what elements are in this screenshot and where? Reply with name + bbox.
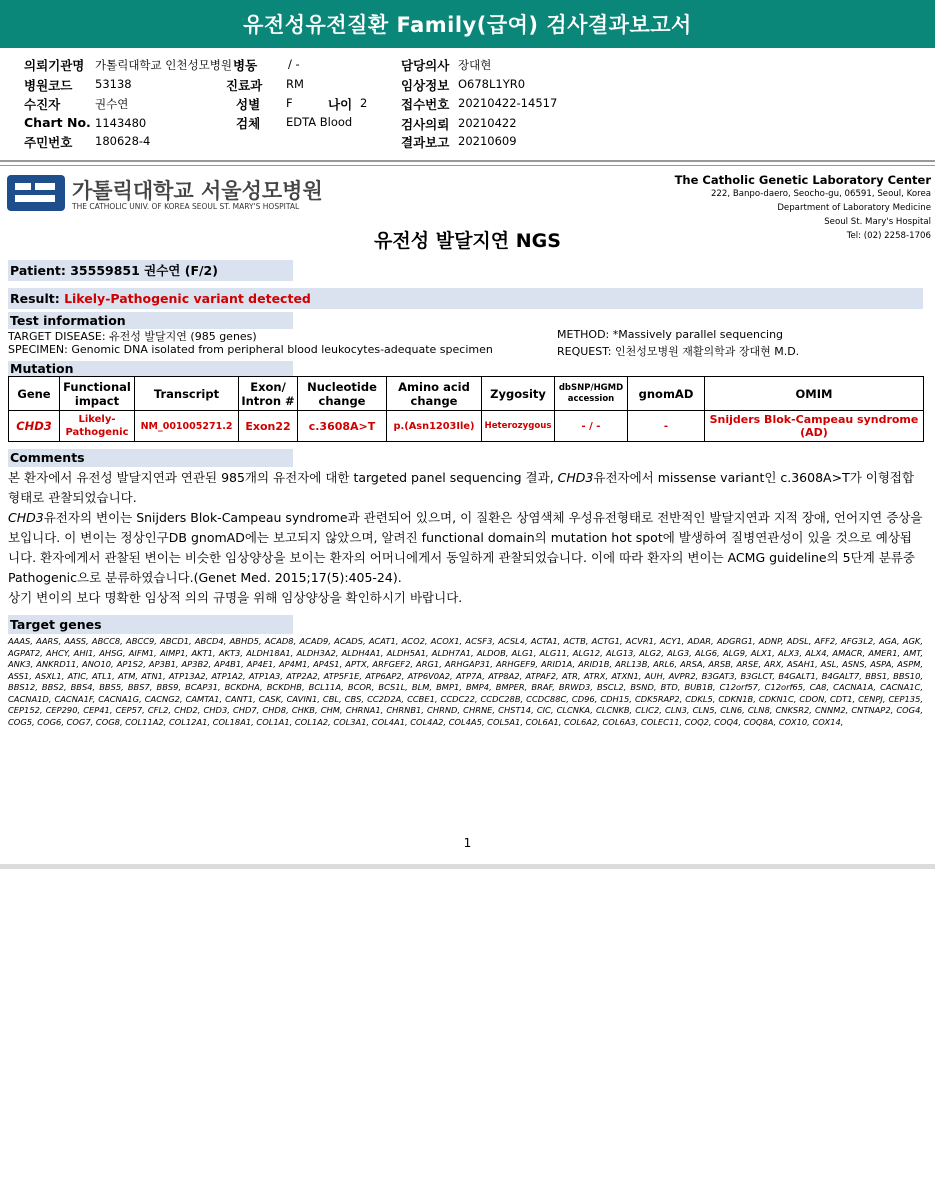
col-header: Exon/ Intron # bbox=[239, 377, 298, 411]
cell-nucleotide: c.3608A>T bbox=[298, 411, 387, 442]
comment-paragraph bbox=[8, 508, 923, 588]
patient-band: Patient: 35559851 권수연 (F/2) bbox=[8, 260, 293, 281]
lab-name: The Catholic Genetic Laboratory Center bbox=[674, 173, 931, 187]
lab-dept: Department of Laboratory Medicine bbox=[777, 203, 931, 213]
comments-heading: Comments bbox=[8, 449, 293, 467]
header-field-value: 53138 bbox=[95, 77, 132, 91]
header-field-label: 수진자 bbox=[24, 97, 61, 112]
mutation-table bbox=[8, 376, 924, 442]
comment-paragraph: 상기 변이의 보다 명확한 임상적 의의 규명을 위해 임상양상을 확인하시기 바랍니다. bbox=[8, 590, 463, 605]
header-field-label: 병동 bbox=[233, 58, 258, 73]
header-field-value: 20210422-14517 bbox=[458, 96, 558, 110]
lab-tel: Tel: (02) 2258-1706 bbox=[846, 231, 931, 241]
comment-gene: CHD3 bbox=[557, 470, 594, 485]
comments-body bbox=[8, 468, 923, 608]
header-field-label: 병원코드 bbox=[24, 78, 73, 93]
lab-address: 222, Banpo-daero, Seocho-gu, 06591, Seoul, Korea bbox=[710, 189, 931, 199]
header-field-value: 20210609 bbox=[458, 134, 517, 148]
table-row bbox=[9, 411, 924, 442]
header-field-value: 장대현 bbox=[458, 58, 492, 72]
request: REQUEST: 인천성모병원 재활의학과 장대현 M.D. bbox=[557, 345, 800, 358]
result-band bbox=[8, 288, 923, 309]
cell-dbsnp: - / - bbox=[555, 411, 628, 442]
cell-amino-acid: p.(Asn1203Ile) bbox=[387, 411, 482, 442]
header-field-value: 권수연 bbox=[95, 97, 129, 111]
col-header: Nucleotide change bbox=[298, 377, 387, 411]
header-field-value: RM bbox=[286, 77, 304, 91]
hospital-subtitle: THE CATHOLIC UNIV. OF KOREA SEOUL ST. MARY'S HOSPITAL bbox=[72, 202, 300, 211]
col-header: Functional impact bbox=[60, 377, 135, 411]
header-field-label: 접수번호 bbox=[401, 97, 450, 112]
header-field-value: 가톨릭대학교 인천성모병원 bbox=[95, 58, 232, 72]
table-header-row bbox=[9, 377, 924, 411]
target-genes-list: AAAS, AARS, AASS, ABCC8, ABCC9, ABCD1, ABCD4, ABHD5, ACAD8, ACAD9, ACADS, ACAT1, ACO2, ACOX1, ACSF3, ACSL4, ACTA1, ACTB, ACTG1, ACVR1, ACY1, ADAR, ADGRG1, ADNP, ADSL, AFF2, AFG3L2, AGA, AGK, AGPAT2, AHCY, AHI1, AHSG, AIFM1, AIMP1, AKT1, AKT3, ALDH18A1, ALDH3A2, ALDH4A1, ALDH5A1, ALDH7A1, ALDOB, ALG1, ALG11, ALG12, ALG13, ALG2, ALG3, ALG6, ALG9, ALX1, ALX3, ALX4, AMACR, AMER1, AMT, ANK3, ANKRD11, ANO10, AP1S2, AP3B1, AP3B2, AP4B1, AP4E1, AP4M1, AP4S1, APTX, ARFGEF2, ARG1, ARHGAP31, ARHGEF9, ARID1A, ARID1B, ARL13B, ARL6, ARSA, ARSB, ARSE, ARX, ASAH1, ASL, ASNS, ASPA, ASPM, ASS1, ASXL1, ATIC, ATL1, ATM, ATN1, ATP13A2, ATP1A2, ATP1A3, ATP2A2, ATP5F1E, ATP6AP2, ATP6V0A2, ATP7A, ATP8A2, ATPAF2, ATR, ATRX, ATXN1, AUH, AVPR2, B3GAT3, B3GLCT, B4GALT1, B4GALT7, BBS1, BBS10, BBS12, BBS2, BBS4, BBS5, BBS7, BBS9, BCAP31, BCKDHA, BCKDHB, BCL11A, BCOR, BCS1L, BLM, BMP1, BMP4, BMPER, BRAF, BRWD3, BSCL2, BSND, BTD, BUB1B, C12orf57, C12orf65, CA8, CACNA1A, CACNA1C, CACNA1D, CACNA1F, CACNA1G, CACNG2, CAMTA1, CANT1, CASK, CAVIN1, CBL, CBS, CC2D2A, CCBE1, CCDC22, CCDC28B, CCDC88C, CD96, CDH15, CDK5RAP2, CDKL5, CDKN1B, CDKN1C, CDON, CDT1, CENPJ, CEP135, CEP152, CEP290, CEP41, CEP57, CFL2, CHD2, CHD3, CHD7, CHD8, CHKB, CHM, CHRNA1, CHRNB1, CHRND, CHRNE, CHST14, CIC, CLCNKA, CLCNKB, CLIC2, CLN3, CLN5, CLN6, CLN8, CNKSR2, CNNM2, CNTNAP2, COG4, COG5, COG6, COG7, COG8, COL11A2, COL12A1, COL18A1, COL1A1, COL1A2, COL3A1, COL4A1, COL4A2, COL4A5, COL5A1, COL6A1, COL6A2, COL6A3, COLEC11, COQ2, COQ4, COQ8A, COX10, COX14, bbox=[8, 636, 923, 727]
test-info-heading: Test information bbox=[8, 312, 293, 329]
result-value: Likely-Pathogenic variant detected bbox=[64, 291, 311, 306]
result-label: Result: bbox=[10, 291, 65, 306]
col-header: OMIM bbox=[705, 377, 924, 411]
header-field-value: 180628-4 bbox=[95, 134, 151, 148]
page-footer-bar bbox=[0, 864, 935, 869]
header-field-value: EDTA Blood bbox=[286, 115, 353, 129]
comment-text: 본 환자에서 유전성 발달지연과 연관된 985개의 유전자에 대한 targeted panel sequencing 결과, bbox=[8, 470, 558, 485]
header-field-label: 검체 bbox=[236, 116, 261, 131]
header-field-value: F bbox=[286, 96, 293, 110]
cell-gnomad: - bbox=[628, 411, 705, 442]
col-header: Gene bbox=[9, 377, 60, 411]
header-field-value: 20210422 bbox=[458, 116, 517, 130]
header-field-label: 진료과 bbox=[226, 78, 263, 93]
header-field-label: 검사의뢰 bbox=[401, 117, 450, 132]
header-field-label: 임상정보 bbox=[401, 78, 450, 93]
header-field-value: 1143480 bbox=[95, 116, 147, 130]
hospital-name: 가톨릭대학교 서울성모병원 bbox=[72, 179, 323, 203]
target-disease: TARGET DISEASE: 유전성 발달지연 (985 genes) bbox=[8, 330, 257, 343]
comment-text: 유전자의 변이는 Snijders Blok-Campeau syndrome과 관련되어 있으며, 이 질환은 상염색체 우성유전형태로 전반적인 발달지연과 지적 장애, 언어지연 증상을 보입니다. 이 변이는 정상인구DB gnomAD에는 보고되지 않았으며, 알려진 functional domain의 mutation hot spot에 발생하여 질병연관성이 있을 것으로 예상됩니다. 환자에게서 관찰된 변이는 비슷한 임상양상을 보이는 환자의 어머니에게서 동일하게 관찰되었습니다. 이에 따라 환자의 변이는 ACMG guideline의 5단계 분류중 Pathogenic으로 분류하였습니다.(Genet Med. 2015;17(5):405-24). bbox=[8, 510, 923, 585]
cell-omim: Snijders Blok-Campeau syndrome (AD) bbox=[705, 411, 924, 442]
page-number: 1 bbox=[463, 836, 472, 850]
col-header: Transcript bbox=[135, 377, 239, 411]
header-field-value: O678L1YR0 bbox=[458, 77, 526, 91]
header-field-label: Chart No. bbox=[24, 115, 91, 130]
cell-transcript: NM_001005271.2 bbox=[135, 411, 239, 442]
header-field-label: 결과보고 bbox=[401, 135, 450, 150]
col-header: Amino acid change bbox=[387, 377, 482, 411]
specimen: SPECIMEN: Genomic DNA isolated from peripheral blood leukocytes-adequate specimen bbox=[8, 343, 493, 356]
comment-paragraph bbox=[8, 468, 923, 508]
cell-exon: Exon22 bbox=[239, 411, 298, 442]
document-title: 유전성 발달지연 NGS bbox=[374, 230, 561, 252]
lab-hospital: Seoul St. Mary's Hospital bbox=[824, 217, 931, 227]
method: METHOD: *Massively parallel sequencing bbox=[557, 328, 784, 341]
header-field-label: 나이 bbox=[328, 97, 353, 112]
comment-gene: CHD3 bbox=[8, 510, 44, 525]
header-field-value: 2 bbox=[360, 96, 368, 110]
header-field-value: / - bbox=[288, 57, 300, 71]
header-field-label: 주민번호 bbox=[24, 135, 73, 150]
cell-zygosity: Heterozygous bbox=[482, 411, 555, 442]
cell-gene: CHD3 bbox=[9, 411, 60, 442]
cell-impact: Likely-Pathogenic bbox=[60, 411, 135, 442]
target-genes-heading: Target genes bbox=[8, 615, 293, 634]
col-header: gnomAD bbox=[628, 377, 705, 411]
col-header: Zygosity bbox=[482, 377, 555, 411]
header-field-label: 성별 bbox=[236, 97, 261, 112]
report-title: 유전성유전질환 Family(급여) 검사결과보고서 bbox=[0, 0, 935, 48]
col-header: dbSNP/HGMD accession bbox=[555, 377, 628, 411]
divider bbox=[0, 165, 935, 166]
hospital-logo-icon bbox=[7, 175, 65, 211]
mutation-heading: Mutation bbox=[8, 361, 293, 377]
comment-text: 유전자에서 missense variant인 c.3608A>T가 이형접합형태로 관찰되었습니다. bbox=[8, 470, 915, 505]
header-field-label: 의뢰기관명 bbox=[24, 58, 85, 73]
header-field-label: 담당의사 bbox=[401, 58, 450, 73]
